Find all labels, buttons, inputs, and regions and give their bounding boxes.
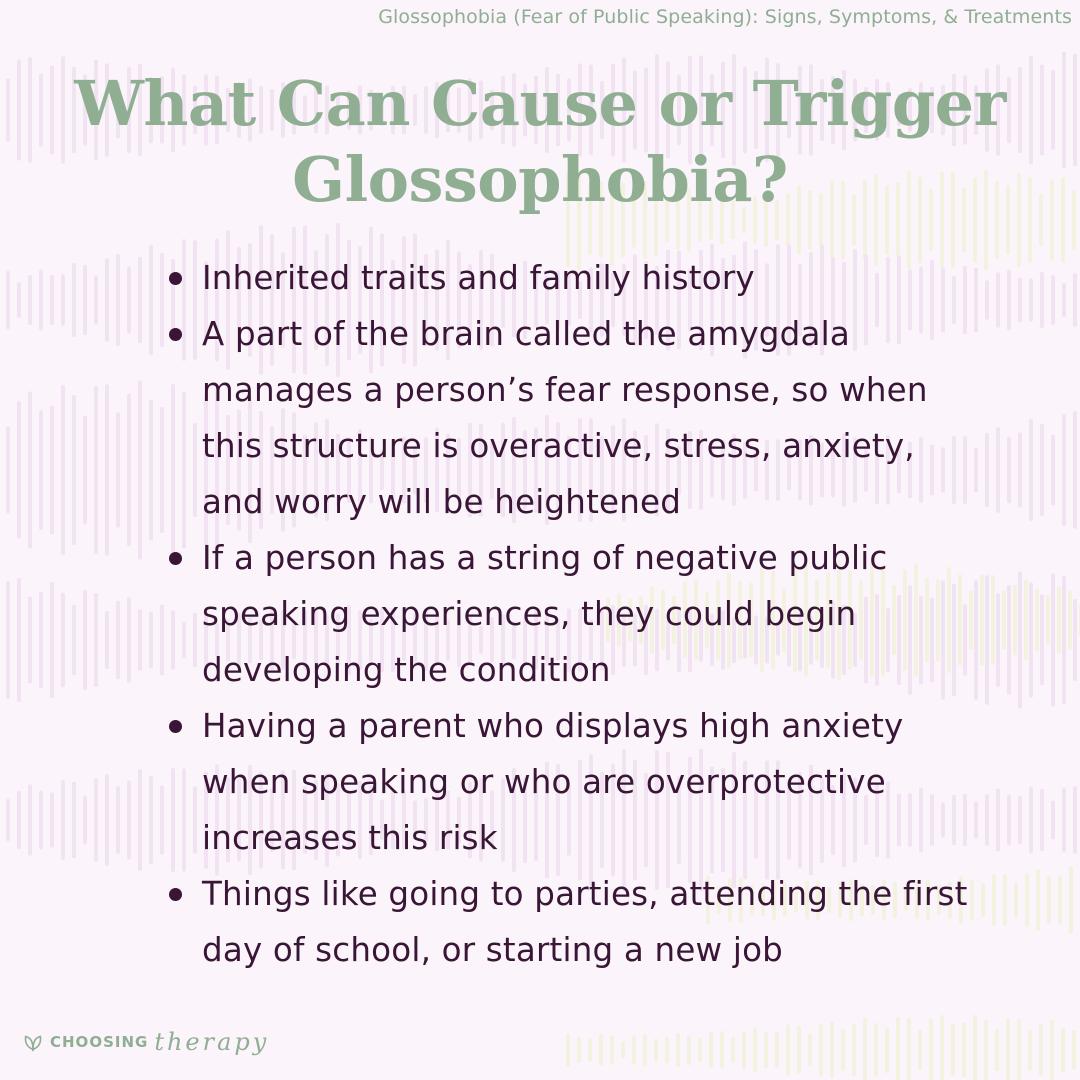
wave-bar xyxy=(1036,869,1040,930)
wave-bar xyxy=(1073,273,1077,326)
logo-wordmark: CHOOSING xyxy=(50,1033,149,1051)
wave-bar xyxy=(138,609,142,671)
wave-bar xyxy=(996,272,1000,328)
wave-bar xyxy=(981,883,985,917)
wave-bar xyxy=(753,1027,757,1072)
wave-bar xyxy=(970,880,974,921)
logo-script: therapy xyxy=(154,1028,270,1056)
wave-bar xyxy=(709,1032,713,1069)
wave-bar xyxy=(1002,591,1006,650)
wave-bar xyxy=(577,1037,581,1063)
wave-bar xyxy=(1025,874,1029,927)
wave-bar xyxy=(127,266,131,333)
wave-bar xyxy=(1029,787,1033,854)
bullet-icon xyxy=(169,888,182,901)
wave-bar xyxy=(1018,571,1022,708)
wave-bar xyxy=(599,1034,603,1065)
wave-bar xyxy=(1073,54,1077,167)
wave-bar xyxy=(127,597,131,682)
wave-bar xyxy=(6,78,10,141)
wave-bar xyxy=(138,380,142,559)
wave-bar xyxy=(1061,177,1065,262)
wave-bar xyxy=(138,257,142,344)
title-line-2: Glossophobia? xyxy=(292,143,788,216)
wave-bar xyxy=(1062,575,1066,704)
wave-bar xyxy=(654,1039,658,1062)
wave-bar xyxy=(39,270,43,331)
wave-bar xyxy=(1007,270,1011,331)
wave-bar xyxy=(985,280,989,320)
list-item xyxy=(150,250,970,306)
wave-bar xyxy=(6,799,10,841)
wave-bar xyxy=(61,593,65,688)
list-item xyxy=(150,530,970,698)
wave-bar xyxy=(830,1021,834,1079)
wave-bar xyxy=(974,268,978,332)
wave-bar xyxy=(17,791,21,849)
wave-bar xyxy=(94,593,98,687)
wave-bar xyxy=(940,1015,944,1080)
wave-bar xyxy=(951,1024,955,1076)
wave-bar xyxy=(1047,876,1051,924)
wave-bar xyxy=(985,433,989,507)
wave-bar xyxy=(852,1024,856,1076)
wave-bar xyxy=(588,1039,592,1062)
wave-bar xyxy=(1035,589,1039,651)
wave-bar xyxy=(775,1032,779,1069)
leaf-icon xyxy=(22,1031,44,1053)
title-line-1: What Can Cause or Trigger xyxy=(74,67,1006,140)
wave-bar xyxy=(28,275,32,325)
wave-bar xyxy=(28,597,32,684)
wave-bar xyxy=(1058,875,1062,925)
wave-bar xyxy=(731,1037,735,1062)
wave-bar xyxy=(896,1017,900,1080)
wave-bar xyxy=(1062,788,1066,852)
wave-bar xyxy=(1062,52,1066,168)
wave-bar xyxy=(720,1031,724,1069)
wave-bar xyxy=(973,1015,977,1080)
wave-bar xyxy=(105,384,109,555)
wave-bar xyxy=(1029,582,1033,697)
wave-bar xyxy=(1073,411,1077,529)
wave-bar xyxy=(885,1027,889,1073)
wave-bar xyxy=(94,779,98,862)
wave-bar xyxy=(665,1037,669,1064)
wave-bar xyxy=(797,1026,801,1073)
wave-bar xyxy=(116,254,120,346)
wave-bar xyxy=(1017,1019,1021,1080)
wave-bar xyxy=(974,580,978,700)
wave-bar xyxy=(698,1038,702,1062)
wave-bar xyxy=(874,1023,878,1077)
wave-bar xyxy=(980,575,984,666)
wave-bar xyxy=(1073,786,1077,854)
wave-bar xyxy=(1029,278,1033,321)
list-item-text: If a person has a string of negative public speaking experiences, they could begin developing the condition xyxy=(202,539,888,689)
wave-bar xyxy=(1006,1018,1010,1080)
wave-bar xyxy=(742,1031,746,1069)
wave-bar xyxy=(83,416,87,525)
wave-bar xyxy=(676,1033,680,1067)
wave-bar xyxy=(61,780,65,860)
wave-bar xyxy=(17,401,21,539)
wave-bar xyxy=(94,386,98,554)
wave-bar xyxy=(1051,801,1055,840)
wave-bar xyxy=(6,581,10,699)
wave-bar xyxy=(687,1035,691,1065)
wave-bar xyxy=(83,265,87,336)
wave-bar xyxy=(50,406,54,535)
wave-bar xyxy=(1051,70,1055,150)
wave-bar xyxy=(996,427,1000,513)
wave-bar xyxy=(1046,595,1050,645)
wave-bar xyxy=(127,780,131,859)
wave-bar xyxy=(116,601,120,680)
causes-list xyxy=(150,250,970,978)
wave-bar xyxy=(621,1041,625,1058)
wave-bar xyxy=(996,789,1000,852)
wave-bar xyxy=(39,410,43,530)
wave-bar xyxy=(786,1025,790,1076)
wave-bar xyxy=(17,282,21,318)
list-item-text: Having a parent who displays high anxiety when speaking or who are overprotective increases this risk xyxy=(202,707,904,857)
wave-bar xyxy=(61,274,65,326)
wave-bar xyxy=(1051,435,1055,506)
wave-bar xyxy=(72,395,76,545)
wave-bar xyxy=(841,1029,845,1070)
wave-bar xyxy=(1007,795,1011,846)
wave-bar xyxy=(1018,432,1022,507)
wave-bar xyxy=(996,593,1000,687)
wave-bar xyxy=(50,275,54,325)
article-caption: Glossophobia (Fear of Public Speaking): Signs, Symptoms, & Treatments xyxy=(378,6,1072,28)
wave-bar xyxy=(1003,874,1007,926)
wave-bar xyxy=(819,1023,823,1077)
wave-bar xyxy=(974,448,978,492)
wave-bar xyxy=(1057,587,1061,653)
wave-bar xyxy=(1007,585,1011,694)
wave-bar xyxy=(929,1018,933,1080)
wave-bar xyxy=(1073,599,1077,681)
wave-bar xyxy=(566,1033,570,1067)
wave-bar xyxy=(1018,796,1022,844)
bullet-icon xyxy=(169,552,182,565)
wave-bar xyxy=(1024,580,1028,661)
wave-bar xyxy=(985,575,989,705)
wave-bar xyxy=(6,271,10,329)
wave-bar xyxy=(83,590,87,690)
wave-bar xyxy=(1062,414,1066,526)
wave-bar xyxy=(72,263,76,337)
wave-bar xyxy=(105,774,109,866)
wave-bar xyxy=(1050,1020,1054,1080)
wave-bar xyxy=(1068,591,1072,649)
wave-bar xyxy=(1007,437,1011,504)
wave-bar xyxy=(1040,64,1044,155)
wave-bar xyxy=(72,782,76,858)
wave-bar xyxy=(127,394,131,547)
wave-bar xyxy=(984,1020,988,1080)
wave-bar xyxy=(116,786,120,854)
wave-bar xyxy=(1018,278,1022,323)
wave-bar xyxy=(1013,585,1017,656)
wave-bar xyxy=(1051,275,1055,325)
bullet-icon xyxy=(169,328,182,341)
wave-bar xyxy=(116,412,120,527)
wave-bar xyxy=(72,605,76,675)
wave-bar xyxy=(643,1034,647,1065)
wave-bar xyxy=(1028,1030,1032,1071)
wave-bar xyxy=(1040,595,1044,686)
wave-bar xyxy=(991,575,995,665)
wave-bar xyxy=(1040,789,1044,851)
wave-bar xyxy=(105,258,109,341)
wave-bar xyxy=(1069,866,1073,933)
wave-bar xyxy=(1040,272,1044,328)
wave-bar xyxy=(17,578,21,702)
wave-bar xyxy=(138,769,142,871)
wave-bar xyxy=(985,794,989,846)
wave-bar xyxy=(94,275,98,325)
wave-bar xyxy=(1040,424,1044,516)
wave-bar xyxy=(632,1036,636,1065)
wave-bar xyxy=(863,1018,867,1080)
wave-bar xyxy=(995,1029,999,1072)
page-title xyxy=(40,66,1040,218)
wave-bar xyxy=(992,874,996,926)
wave-bar xyxy=(50,792,54,847)
wave-bar xyxy=(1039,1024,1043,1077)
wave-bar xyxy=(1051,573,1055,706)
wave-bar xyxy=(764,1032,768,1068)
bullet-icon xyxy=(169,272,182,285)
wave-bar xyxy=(83,796,87,845)
wave-bar xyxy=(105,611,109,669)
wave-bar xyxy=(1061,1027,1065,1072)
list-item-text: A part of the brain called the amygdala manages a person’s fear response, so when this structure is overactive, stress, anxiety, and worry will be heightened xyxy=(202,315,928,521)
wave-bar xyxy=(1014,883,1018,917)
wave-bar xyxy=(1062,283,1066,317)
wave-bar xyxy=(39,592,43,688)
wave-bar xyxy=(6,427,10,513)
list-item xyxy=(150,306,970,530)
wave-bar xyxy=(39,791,43,850)
wave-bar xyxy=(28,57,32,163)
wave-bar xyxy=(28,391,32,548)
wave-bar xyxy=(1072,190,1076,249)
wave-bar xyxy=(808,1034,812,1067)
list-item-text: Inherited traits and family history xyxy=(202,259,755,297)
wave-bar xyxy=(1072,1030,1076,1069)
bullet-icon xyxy=(169,720,182,733)
wave-bar xyxy=(974,802,978,839)
wave-bar xyxy=(50,582,54,698)
list-item xyxy=(150,698,970,866)
choosing-therapy-logo xyxy=(22,1028,269,1056)
wave-bar xyxy=(962,1023,966,1078)
wave-bar xyxy=(61,385,65,555)
wave-bar xyxy=(17,59,21,160)
wave-bar xyxy=(918,1030,922,1070)
list-item xyxy=(150,866,970,978)
wave-bar xyxy=(28,784,32,856)
wave-bar xyxy=(610,1036,614,1065)
wave-bar xyxy=(907,1018,911,1080)
list-item-text: Things like going to parties, attending the first day of school, or starting a new job xyxy=(202,875,968,969)
wave-bar xyxy=(1050,179,1054,261)
wave-bar xyxy=(1029,419,1033,521)
